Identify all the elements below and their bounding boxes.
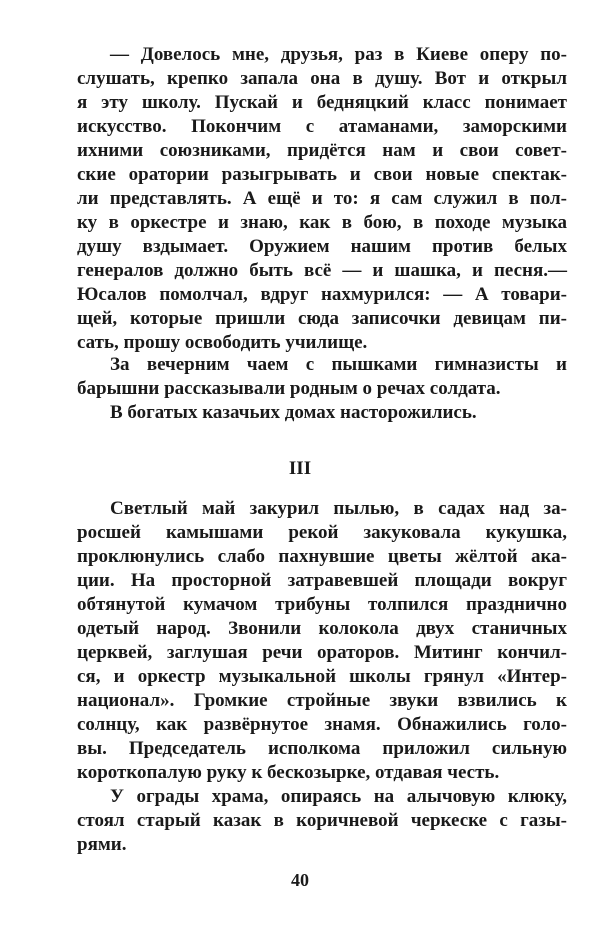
text-line: — Довелось мне, друзья, раз в Киеве оперу по- — [110, 44, 567, 65]
text-line: одетый народ. Звонили колокола двух станичных — [77, 618, 567, 639]
text-line: ся, и оркестр музыкальной школы грянул «Интер- — [77, 666, 567, 687]
text-line: солнцу, как развёрнутое знамя. Обнажились голо- — [77, 714, 567, 735]
text-line: национал». Громкие стройные звуки взвились к — [77, 690, 567, 711]
text-block-upper — [77, 43, 567, 355]
text-line: Юсалов помолчал, вдруг нахмурился: — А товари- — [77, 284, 567, 305]
chapter-heading: III — [288, 458, 312, 479]
text-line: сать, прошу освободить училище. — [77, 332, 368, 353]
page-number: 40 — [291, 870, 309, 890]
text-block-lower — [77, 497, 567, 857]
text-line: слушать, крепко запала она в душу. Вот и открыл — [77, 68, 567, 89]
text-line: ли представлять. А ещё и то: я сам служил в пол- — [77, 188, 567, 209]
text-line: проклюнулись слабо пахнувшие цветы жёлтой ака- — [77, 546, 567, 567]
text-line: церквей, заглушая речи ораторов. Митинг кончил- — [77, 642, 567, 663]
text-line: В богатых казачьих домах насторожились. — [110, 402, 477, 423]
text-line: За вечерним чаем с пышками гимназисты и — [110, 354, 567, 375]
text-line: барышни рассказывали родным о речах солдата. — [77, 378, 501, 399]
text-block-middle — [77, 353, 567, 425]
text-line: обтянутой кумачом трибуны толпился празднично — [77, 594, 567, 615]
text-line: искусство. Покончим с атаманами, заморскими — [77, 116, 567, 137]
text-line: стоял старый казак в коричневой черкеске с газы- — [77, 810, 567, 831]
text-line: росшей камышами рекой закуковала кукушка, — [77, 522, 567, 543]
text-line: короткопалую руку к бескозырке, отдавая честь. — [77, 762, 500, 783]
text-line: ихними союзниками, придётся нам и свои совет- — [77, 140, 567, 161]
text-line: У ограды храма, опираясь на алычовую клюку, — [110, 786, 567, 807]
text-line: вы. Председатель исполкома приложил сильную — [77, 738, 567, 759]
text-line: щей, которые пришли сюда записочки девицам пи- — [77, 308, 567, 329]
text-line: Светлый май закурил пылью, в садах над за- — [110, 498, 567, 519]
text-line: душу вздымает. Оружием нашим против белых — [77, 236, 567, 257]
text-line: ции. На просторной затравевшей площади вокруг — [77, 570, 567, 591]
text-line: генералов должно быть всё — и шашка, и песня.— — [77, 260, 567, 281]
text-line: я эту школу. Пускай и бедняцкий класс понимает — [77, 92, 567, 113]
text-line: рями. — [77, 834, 127, 855]
text-line: ку в оркестре и знаю, как в бою, в походе музыка — [77, 212, 567, 233]
text-line: ские оратории разыгрывать и свои новые спектак- — [77, 164, 567, 185]
